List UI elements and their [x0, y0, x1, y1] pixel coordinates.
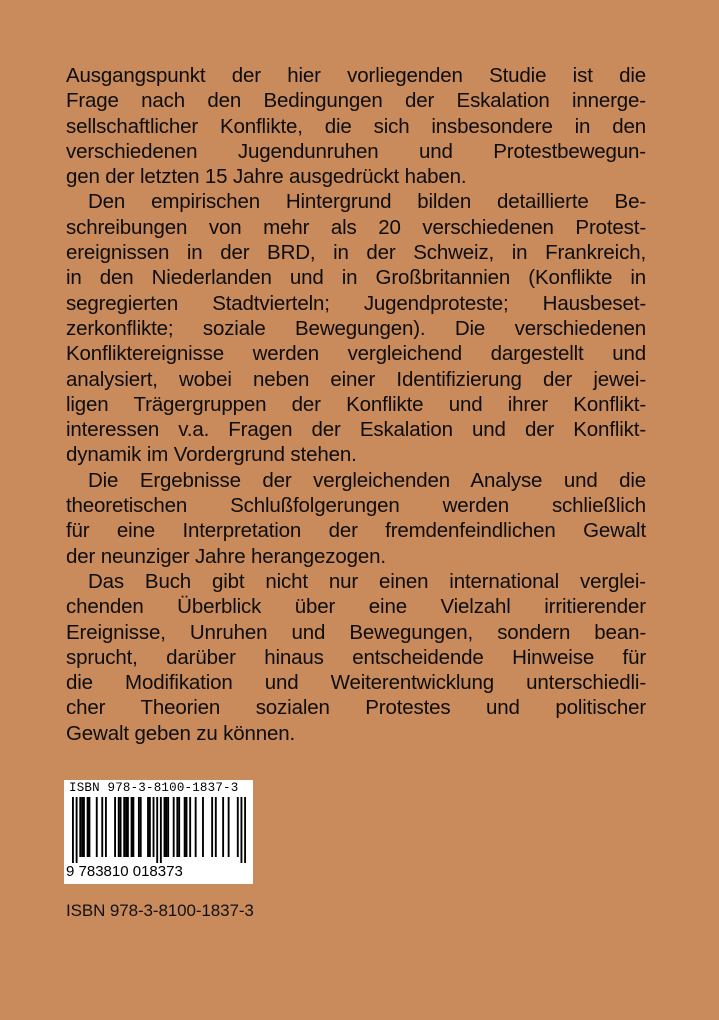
barcode-bar — [132, 797, 134, 857]
blurb-line: die Modifikation und Weiterentwicklung unterschiedli- — [66, 671, 646, 695]
barcode-bar — [244, 797, 246, 863]
blurb-line: interessen v.a. Fragen der Eskalation und der Konflikt- — [66, 418, 646, 442]
barcode-bar — [123, 797, 125, 857]
barcode-bar — [202, 797, 204, 857]
barcode-bar — [186, 797, 188, 857]
blurb-line: Das Buch gibt nicht nur einen international verglei- — [88, 569, 646, 593]
blurb-line: für eine Interpretation der fremdenfeindlichen Gewalt — [66, 519, 646, 543]
blurb-line: in den Niederlanden und in Großbritannien (Konflikte in — [66, 266, 646, 290]
barcode-bar — [153, 797, 155, 857]
barcode-bar — [147, 797, 149, 857]
barcode-bar — [118, 797, 120, 857]
blurb-line: Frage nach den Bedingungen der Eskalation innerge- — [66, 89, 646, 113]
barcode-bar — [105, 797, 107, 857]
blurb-line: dynamik im Vordergrund stehen. — [66, 443, 357, 467]
barcode-bar — [114, 797, 116, 857]
isbn-barcode — [64, 780, 253, 884]
barcode-bar — [211, 797, 213, 857]
barcode-bar — [195, 797, 197, 857]
barcode-digits: 9 783810 018373 — [66, 863, 183, 880]
barcode-bar — [149, 797, 151, 857]
barcode-bar — [72, 797, 74, 863]
barcode-bar — [127, 797, 129, 857]
barcode-bar — [131, 797, 133, 857]
barcode-bar — [167, 797, 169, 857]
blurb-text — [66, 63, 646, 746]
barcode-bar — [120, 797, 122, 857]
blurb-line: zerkonflikte; soziale Bewegungen). Die verschiedenen — [66, 316, 646, 340]
barcode-bar — [215, 797, 217, 857]
barcode-bar — [83, 797, 85, 857]
barcode-bar — [125, 797, 127, 857]
blurb-line: sellschaftlicher Konflikte, die sich insbesondere in den — [66, 114, 646, 138]
barcode-bar — [96, 797, 98, 857]
barcode-bar — [222, 797, 224, 857]
barcode-bar — [241, 797, 243, 863]
blurb-line: ereignissen in der BRD, in der Schweiz, in Frankreich, — [66, 241, 646, 265]
barcode-bar — [178, 797, 180, 857]
blurb-line: gen der letzten 15 Jahre ausgedrückt haben. — [66, 165, 467, 189]
barcode-bar — [173, 797, 175, 857]
isbn-number: ISBN 978-3-8100-1837-3 — [66, 901, 254, 920]
barcode-bar — [160, 797, 162, 863]
barcode-icon — [72, 797, 246, 863]
barcode-bar — [156, 797, 158, 863]
blurb-line: der neunziger Jahre herangezogen. — [66, 544, 386, 568]
blurb-line: ligen Trägergruppen der Konflikte und ihrer Konflikt- — [66, 392, 646, 416]
barcode-bar — [79, 797, 81, 857]
blurb-line: schreibungen von mehr als 20 verschiedenen Protest- — [66, 215, 646, 239]
blurb-line: verschiedenen Jugendunruhen und Protestbewegun- — [66, 139, 646, 163]
barcode-bar — [165, 797, 167, 857]
blurb-line: cher Theorien sozialen Protestes und politischer — [66, 696, 646, 720]
barcode-bar — [88, 797, 90, 857]
barcode-bar — [101, 797, 103, 857]
blurb-line: analysiert, wobei neben einer Identifizierung der jewei- — [66, 367, 646, 391]
barcode-bar — [237, 797, 239, 857]
blurb-line: chenden Überblick über eine Vielzahl irritierender — [66, 595, 646, 619]
barcode-bar — [184, 797, 186, 857]
barcode-bar — [76, 797, 78, 863]
blurb-line: Die Ergebnisse der vergleichenden Analyse und die — [88, 468, 646, 492]
barcode-bar — [81, 797, 83, 857]
blurb-line: Gewalt geben zu können. — [66, 721, 296, 745]
barcode-bar — [164, 797, 166, 857]
blurb-line: Konfliktereignisse werden vergleichend dargestellt und — [66, 342, 646, 366]
blurb-line: theoretischen Schlußfolgerungen werden schließlich — [66, 494, 646, 518]
blurb-line: Ausgangspunkt der hier vorliegenden Studie ist die — [66, 64, 646, 87]
blurb-line: segregierten Stadtvierteln; Jugendproteste; Hausbeset- — [66, 291, 646, 315]
blurb-line: Den empirischen Hintergrund bilden detaillierte Be- — [88, 190, 646, 214]
barcode-bar — [87, 797, 89, 857]
barcode-bar — [228, 797, 230, 857]
blurb-line: sprucht, darüber hinaus entscheidende Hinweise für — [66, 645, 646, 669]
barcode-bar — [176, 797, 178, 857]
barcode-bar — [138, 797, 140, 857]
barcode-isbn-label: ISBN 978-3-8100-1837-3 — [69, 781, 239, 795]
barcode-bar — [189, 797, 191, 857]
blurb-line: Ereignisse, Unruhen und Bewegungen, sondern bean- — [66, 620, 646, 644]
barcode-bar — [140, 797, 142, 857]
